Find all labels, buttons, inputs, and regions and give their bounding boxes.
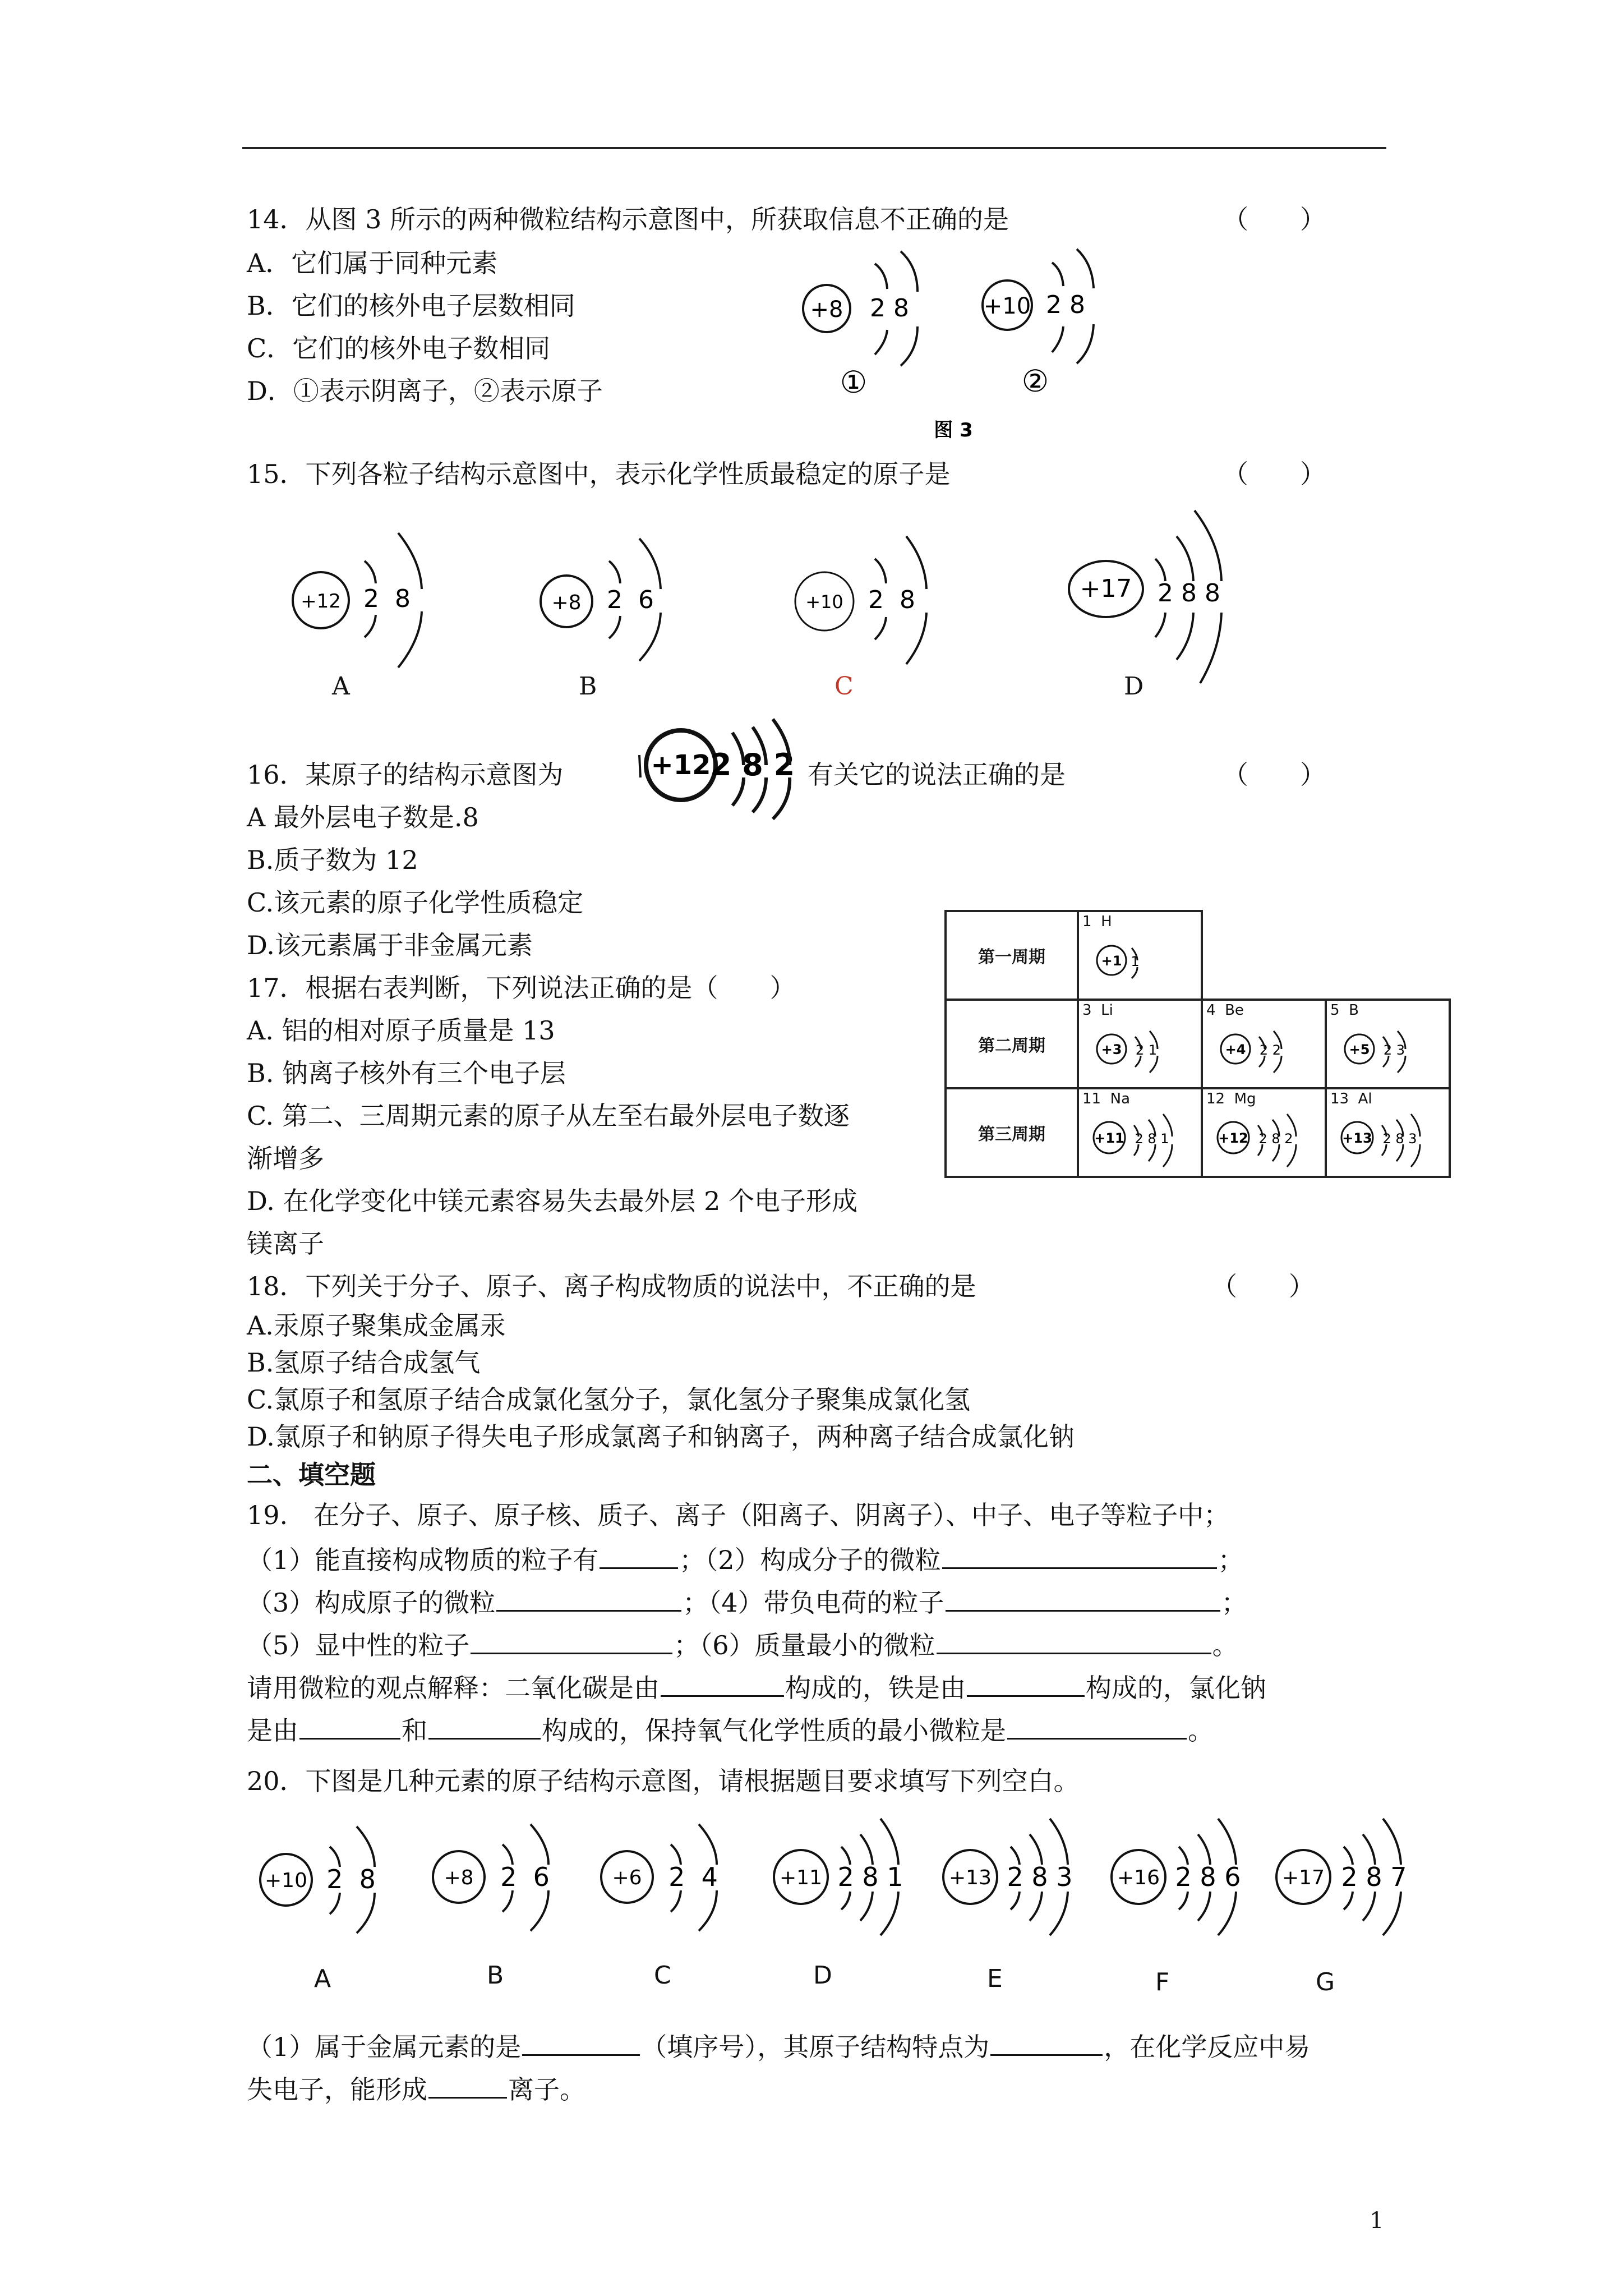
q19-line-4: 请用微粒的观点解释：二氧化碳是由 构成的，铁是由 构成的，氯化钠 <box>247 1669 1266 1704</box>
q20-label-e: E <box>987 1964 1003 1993</box>
svg-text:2 4: 2 4 <box>668 1862 718 1892</box>
blank-6[interactable] <box>937 1627 1211 1654</box>
svg-text:2 8 1: 2 8 1 <box>837 1862 903 1892</box>
svg-text:+6: +6 <box>612 1866 642 1889</box>
svg-text:+17: +17 <box>1080 574 1132 603</box>
q19-stem: 19. 在分子、原子、原子核、质子、离子（阳离子、阴离子）、中子、电子等粒子中； <box>247 1500 1230 1530</box>
q14-nucleus-2: +10 <box>983 293 1031 319</box>
q20-label-g: G <box>1316 1968 1335 1996</box>
svg-text:2 6: 2 6 <box>500 1862 550 1892</box>
q16-option-c: C.该元素的原子化学性质稳定 <box>247 887 584 918</box>
svg-text:1: 1 <box>1131 954 1140 969</box>
q20-figure <box>247 1815 1424 1944</box>
svg-text:2 8 8: 2 8 8 <box>1158 579 1220 608</box>
q14-nucleus-1: +8 <box>810 297 843 323</box>
q14-answer-paren: （ ） <box>1223 204 1326 234</box>
period-3-label: 第三周期 <box>946 1088 1078 1177</box>
blank-5[interactable] <box>471 1627 672 1654</box>
q20-particle-d <box>774 1819 903 1935</box>
q15-label-d: D <box>1124 672 1144 701</box>
blank-13[interactable] <box>990 2028 1103 2056</box>
q14-shells-1: 2 8 <box>870 294 909 323</box>
q17-option-d-line2: 镁离子 <box>247 1228 324 1259</box>
q14-tag-1: ① <box>840 365 868 400</box>
q15-particle-b <box>541 539 661 661</box>
q20-particle-e <box>943 1819 1073 1935</box>
q20-sub1-line1: （1）属于金属元素的是 （填序号），其原子结构特点为 ，在化学反应中易 <box>247 2028 1310 2063</box>
svg-text:+8: +8 <box>444 1866 474 1889</box>
element-li: 3 Li +3 2 1 <box>1078 1000 1202 1088</box>
svg-text:+16: +16 <box>1117 1866 1160 1889</box>
q15-label-b: B <box>579 672 597 701</box>
q16-nucleus: +12 <box>651 749 711 781</box>
blank-12[interactable] <box>522 2028 640 2056</box>
q18-option-d: D.氯原子和钠原子得失电子形成氯离子和钠离子，两种离子结合成氯化钠 <box>247 1421 1075 1452</box>
blank-8[interactable] <box>967 1669 1085 1697</box>
q17-option-b: B. 钠离子核外有三个电子层 <box>247 1058 566 1088</box>
q19-line-2: （3）构成原子的微粒 ；（4）带负电荷的粒子 ； <box>247 1584 1247 1619</box>
q16-option-d: D.该元素属于非金属元素 <box>247 930 533 960</box>
q18-option-a: A.汞原子聚集成金属汞 <box>247 1310 506 1341</box>
q14-tag-2: ② <box>1021 364 1049 399</box>
period-1-label: 第一周期 <box>946 911 1078 1000</box>
q14-option-d: D．①表示阴离子，②表示原子 <box>247 376 603 406</box>
element-b: 5 B +5 2 3 <box>1326 1000 1450 1088</box>
svg-text:+12: +12 <box>1218 1130 1248 1146</box>
q18-answer-paren: （ ） <box>1211 1271 1315 1301</box>
q20-label-f: F <box>1155 1968 1170 1996</box>
q15-label-c-answer: C <box>834 672 854 701</box>
svg-text:+5: +5 <box>1349 1042 1370 1057</box>
svg-text:+1: +1 <box>1101 953 1122 969</box>
blank-4[interactable] <box>946 1584 1220 1612</box>
svg-text:+11: +11 <box>1094 1130 1124 1146</box>
q17-option-a: A. 铝的相对原子质量是 13 <box>247 1015 555 1046</box>
svg-text:2 8 3: 2 8 3 <box>1007 1862 1073 1892</box>
q20-label-c: C <box>654 1961 671 1990</box>
q15-particle-d <box>1069 510 1221 683</box>
svg-text:+13: +13 <box>1342 1130 1372 1146</box>
q20-particle-b <box>433 1824 550 1931</box>
svg-text:2 1: 2 1 <box>1135 1042 1158 1058</box>
svg-text:+3: +3 <box>1101 1042 1122 1057</box>
blank-9[interactable] <box>299 1712 400 1740</box>
q15-figure <box>280 505 1290 673</box>
q14-option-c: C．它们的核外电子数相同 <box>247 333 551 364</box>
svg-text:2 8 7: 2 8 7 <box>1341 1862 1407 1892</box>
q19-line-1: （1）能直接构成物质的粒子有 ；（2）构成分子的微粒 ； <box>247 1542 1244 1576</box>
q15-particle-c <box>795 536 926 664</box>
element-h: 1 H +1 1 <box>1078 911 1202 1000</box>
q14-particle-1 <box>803 251 917 400</box>
svg-text:2 6: 2 6 <box>607 586 654 614</box>
q16-stem-a: 16．某原子的结构示意图为 <box>247 760 564 790</box>
q14-figure <box>785 247 1133 449</box>
q20-label-a: A <box>314 1964 331 1993</box>
svg-text:2 8 6: 2 8 6 <box>1175 1862 1241 1892</box>
q17-option-c-line2: 渐增多 <box>247 1143 324 1174</box>
q20-label-b: B <box>487 1961 504 1990</box>
q14-option-b: B．它们的核外电子层数相同 <box>247 291 575 321</box>
page-number: 1 <box>1370 2208 1384 2234</box>
q16-shells: 2 8 2 <box>710 747 795 783</box>
svg-text:+4: +4 <box>1225 1042 1246 1057</box>
svg-text:2 8: 2 8 <box>868 586 915 614</box>
svg-text:2 8 3: 2 8 3 <box>1382 1131 1417 1147</box>
blank-10[interactable] <box>428 1712 541 1740</box>
q16-option-a: A 最外层电子数是.8 <box>247 802 479 832</box>
blank-3[interactable] <box>496 1584 681 1612</box>
q14-stem: 14．从图 3 所示的两种微粒结构示意图中，所获取信息不正确的是 <box>247 204 1009 234</box>
header-rule <box>242 147 1386 149</box>
q20-particle-a <box>260 1826 376 1933</box>
q15-answer-paren: （ ） <box>1223 459 1326 489</box>
section-heading-fill-in: 二、填空题 <box>247 1460 376 1490</box>
element-be: 4 Be +4 2 2 <box>1202 1000 1326 1088</box>
svg-text:+10: +10 <box>265 1869 307 1892</box>
q20-sub1-line2: 失电子，能形成 离子。 <box>247 2071 585 2106</box>
q19-line-5: 是由 和 构成的，保持氧气化学性质的最小微粒是 。 <box>247 1712 1214 1747</box>
svg-text:2 3: 2 3 <box>1383 1042 1405 1058</box>
q18-option-c: C.氯原子和氢原子结合成氯化氢分子，氯化氢分子聚集成氯化氢 <box>247 1384 971 1415</box>
q15-stem: 15．下列各粒子结构示意图中，表示化学性质最稳定的原子是 <box>247 459 951 489</box>
blank-2[interactable] <box>942 1542 1217 1569</box>
svg-text:+17: +17 <box>1282 1866 1325 1889</box>
q20-stem: 20．下图是几种元素的原子结构示意图，请根据题目要求填写下列空白。 <box>247 1766 1080 1796</box>
blank-11[interactable] <box>1007 1712 1187 1740</box>
element-mg: 12 Mg +12 2 8 2 <box>1202 1088 1326 1177</box>
blank-14[interactable] <box>428 2071 507 2099</box>
periodic-table-excerpt <box>944 910 1451 1178</box>
q15-particle-a <box>293 533 422 668</box>
q19-line-3: （5）显中性的粒子 ；（6）质量最小的微粒 。 <box>247 1627 1238 1662</box>
q14-particle-2 <box>983 249 1094 399</box>
period-2-label: 第二周期 <box>946 1000 1078 1088</box>
q20-particle-f <box>1112 1819 1241 1935</box>
svg-text:+8: +8 <box>551 591 582 614</box>
svg-text:2 8: 2 8 <box>326 1864 376 1894</box>
q14-option-a: A．它们属于同种元素 <box>247 248 498 278</box>
q18-stem: 18．下列关于分子、原子、离子构成物质的说法中，不正确的是 <box>247 1271 976 1301</box>
q14-caption: 图 3 <box>934 419 973 441</box>
svg-text:+12: +12 <box>301 590 341 613</box>
q17-option-c-line1: C. 第二、三周期元素的原子从左至右最外层电子数逐 <box>247 1101 850 1131</box>
svg-text:+13: +13 <box>949 1866 992 1889</box>
blank-7[interactable] <box>661 1669 784 1697</box>
q16-diagram <box>634 716 802 822</box>
svg-text:+10: +10 <box>805 591 843 613</box>
q20-label-d: D <box>813 1961 832 1990</box>
q17-stem: 17．根据右表判断，下列说法正确的是（ ） <box>247 973 796 1003</box>
q16-option-b: B.质子数为 12 <box>247 845 418 875</box>
q14-shells-2: 2 8 <box>1046 291 1085 319</box>
q17-option-d-line1: D. 在化学变化中镁元素容易失去最外层 2 个电子形成 <box>247 1186 857 1216</box>
q16-answer-paren: （ ） <box>1223 760 1326 790</box>
element-al: 13 Al +13 2 8 3 <box>1326 1088 1450 1177</box>
q20-particle-g <box>1276 1819 1407 1935</box>
q18-option-b: B.氢原子结合成氢气 <box>247 1347 481 1378</box>
svg-text:2 8 2: 2 8 2 <box>1258 1131 1293 1147</box>
q20-particle-c <box>601 1824 718 1931</box>
svg-text:2 8: 2 8 <box>363 585 411 613</box>
svg-text:+11: +11 <box>780 1866 822 1889</box>
blank-1[interactable] <box>600 1542 678 1569</box>
q15-label-a: A <box>332 672 350 701</box>
element-na: 11 Na +11 2 8 1 <box>1078 1088 1202 1177</box>
svg-text:2 2: 2 2 <box>1259 1042 1281 1058</box>
svg-text:2 8 1: 2 8 1 <box>1135 1131 1169 1147</box>
q16-stem-b: 有关它的说法正确的是 <box>808 760 1066 790</box>
